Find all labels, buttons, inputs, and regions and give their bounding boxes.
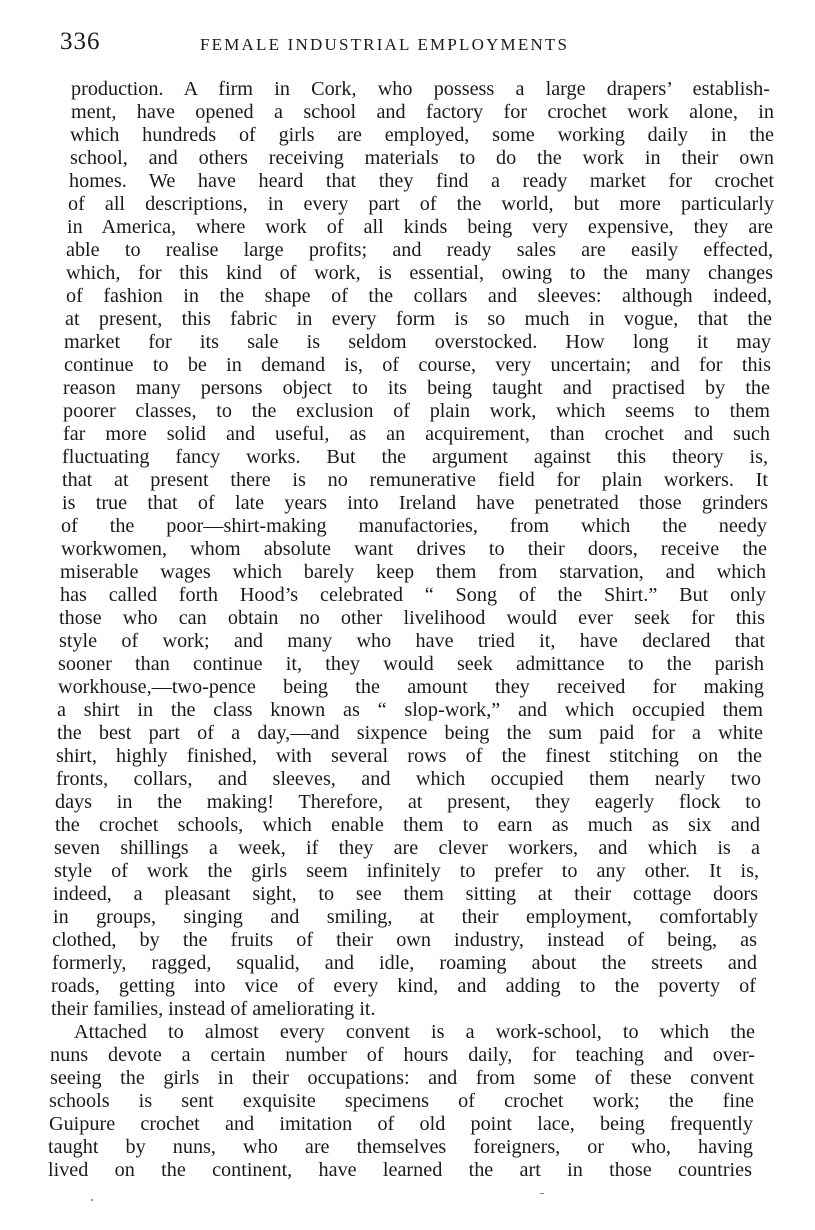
text-line: shirt, highly finished, with several rows of the finest stitching on the xyxy=(56,745,762,767)
text-line: indeed, a pleasant sight, to see them sitting at their cottage doors xyxy=(53,883,758,905)
text-line: seven shillings a week, if they are clever workers, and which is a xyxy=(54,837,760,859)
text-line: which, for this kind of work, is essential, owing to the many changes xyxy=(66,262,773,284)
text-line: a shirt in the class known as “ slop-work,” and which occupied them xyxy=(57,699,763,721)
text-line: of all descriptions, in every part of the world, but more particularly xyxy=(68,193,774,215)
text-line: at present, this fabric in every form is so much in vogue, that the xyxy=(65,308,772,330)
running-title: FEMALE INDUSTRIAL EMPLOYMENTS xyxy=(200,35,570,54)
paragraph-start-line: Attached to almost every convent is a work-school, to which the xyxy=(74,1021,755,1043)
text-line: fluctuating fancy works. But the argument against this theory is, xyxy=(62,446,768,468)
text-line: reason many persons object to its being taught and practised by the xyxy=(63,377,770,399)
text-line: seeing the girls in their occupations: and from some of these convent xyxy=(50,1067,754,1089)
text-line: Guipure crochet and imitation of old point lace, being frequently xyxy=(49,1113,753,1135)
text-line: homes. We have heard that they find a ready market for crochet xyxy=(69,170,774,192)
text-line: roads, getting into vice of every kind, and adding to the poverty of xyxy=(51,975,756,997)
text-line: days in the making! Therefore, at present, they eagerly flock to xyxy=(55,791,761,813)
text-line: in groups, singing and smiling, at their employment, comfortably xyxy=(53,906,758,928)
text-line: of the poor—shirt-making manufactories, from which the needy xyxy=(61,515,767,537)
text-line: workhouse,—two-pence being the amount they received for making xyxy=(58,676,764,698)
text-line: taught by nuns, who are themselves foreigners, or who, having xyxy=(48,1136,753,1158)
text-line: the crochet schools, which enable them to earn as much as six and xyxy=(55,814,760,836)
text-line: school, and others receiving materials to do the work in their own xyxy=(70,147,774,169)
text-line: lived on the continent, have learned the art in those countries xyxy=(48,1159,752,1181)
text-line: continue to be in demand is, of course, very uncertain; and for this xyxy=(64,354,771,376)
text-line: miserable wages which barely keep them from starvation, and which xyxy=(60,561,766,583)
paper-speck xyxy=(91,1199,93,1201)
text-line: those who can obtain no other livelihood would ever seek for this xyxy=(59,607,765,629)
text-line: far more solid and useful, as an acquirement, than crochet and such xyxy=(63,423,770,445)
text-line: able to realise large profits; and ready sales are easily effected, xyxy=(66,239,773,261)
text-line: style of work the girls seem infinitely to prefer to any other. It is, xyxy=(54,860,759,882)
text-line: poorer classes, to the exclusion of plain work, which seems to them xyxy=(63,400,770,422)
text-line: ment, have opened a school and factory for crochet work alone, in xyxy=(71,101,774,123)
text-line: production. A firm in Cork, who possess a large drapers’ establish- xyxy=(71,78,770,100)
text-line: nuns devote a certain number of hours daily, for teaching and over- xyxy=(50,1044,755,1066)
text-line: has called forth Hood’s celebrated “ Song of the Shirt.” But only xyxy=(60,584,766,606)
text-line: that at present there is no remunerative field for plain workers. It xyxy=(62,469,768,491)
text-line: clothed, by the fruits of their own industry, instead of being, as xyxy=(52,929,757,951)
text-line: fronts, collars, and sleeves, and which occupied them nearly two xyxy=(56,768,761,790)
text-line: which hundreds of girls are employed, some working daily in the xyxy=(70,124,774,146)
text-line: the best part of a day,—and sixpence being the sum paid for a white xyxy=(57,722,763,744)
text-line: is true that of late years into Ireland have penetrated those grinders xyxy=(62,492,768,514)
text-line: their families, instead of ameliorating it. xyxy=(51,998,376,1020)
page-header xyxy=(60,28,760,60)
page-number: 336 xyxy=(60,28,101,55)
text-line: workwomen, whom absolute want drives to their doors, receive the xyxy=(61,538,767,560)
text-line: sooner than continue it, they would seek admittance to the parish xyxy=(58,653,764,675)
paper-speck xyxy=(540,1193,544,1194)
text-line: style of work; and many who have tried it, have declared that xyxy=(59,630,765,652)
text-line: of fashion in the shape of the collars and sleeves: although indeed, xyxy=(66,285,772,307)
text-line: in America, where work of all kinds being very expensive, they are xyxy=(67,216,773,238)
text-line: formerly, ragged, squalid, and idle, roaming about the streets and xyxy=(52,952,757,974)
text-line: schools is sent exquisite specimens of crochet work; the fine xyxy=(49,1090,754,1112)
text-line: market for its sale is seldom overstocked. How long it may xyxy=(64,331,771,353)
